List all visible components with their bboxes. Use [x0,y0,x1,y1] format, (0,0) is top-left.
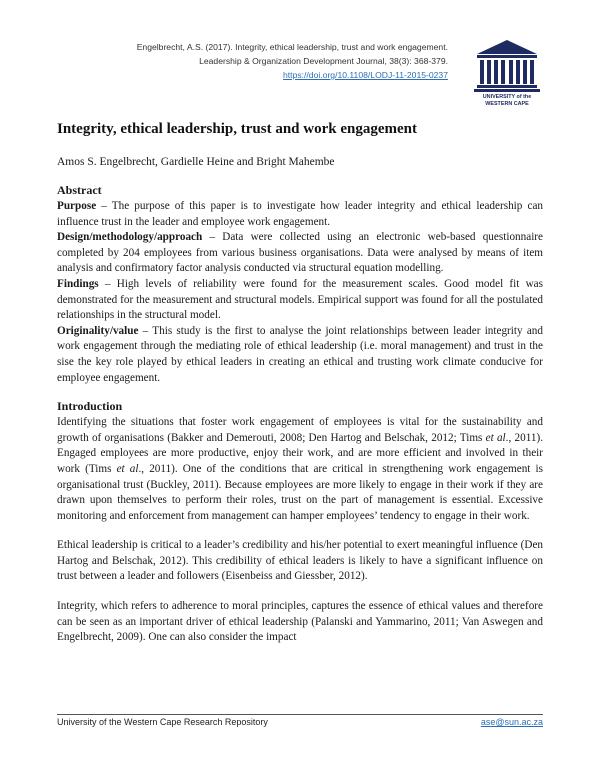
footer-divider [57,714,543,715]
purpose-text: – The purpose of this paper is to investigate how leader integrity and ethical leadership can influence trust in the leader and employee work engagement. [57,200,543,228]
abstract-purpose [57,199,543,230]
logo-name-line-1: UNIVERSITY of the [482,94,532,100]
abstract-section [57,182,543,386]
doi-link[interactable]: https://doi.org/10.1108/LODJ-11-2015-0237 [283,70,448,80]
intro-p1-text-c: ., 2011). Engaged employees are more productive, enjoy their work, and are more efficient and involved in their work (Tims [57,431,544,475]
university-logo [469,38,545,108]
intro-p1-text-e: ., 2011). One of the conditions that are critical in strengthening work engagement is organisational trust (Buckley, 2011). Because employees are more likely to engage in their work if they are drawn upon themselves to perform their roles, trust on the part of management is essential. Excessive monitoring and enforcement from management can hamper employees’ tendency to engage in their work. [57,462,543,522]
purpose-label: Purpose [57,200,97,212]
paper-title: Integrity, ethical leadership, trust and work engagement [57,121,417,137]
building-columns-icon [469,38,545,94]
abstract-design [57,230,543,277]
intro-paragraph-3: Integrity, which refers to adherence to moral principles, captures the essence of ethical values and therefore can be seen as an important driver of ethical leadership (Palanski and Yammarino, 2011; Van Aswegen and Engelbrecht, 2009). One can also consider the impact [57,600,543,644]
author-list: Amos S. Engelbrecht, Gardielle Heine and Bright Mahembe [57,156,335,168]
abstract-heading: Abstract [57,183,102,197]
citation-line-1: Engelbrecht, A.S. (2017). Integrity, ethical leadership, trust and work engagement. [136,42,448,52]
introduction-heading: Introduction [57,399,123,414]
intro-p1-etal-2: et al [116,462,139,475]
intro-p1-text-a: Identifying the situations that foster work engagement of employees is vital for the sustainability and growth of organisations (Bakker and Demerouti, 2008; Den Hartog and Belschak, 2012; Tims [57,416,543,444]
paper-body [57,118,543,646]
originality-text: – This study is the first to analyse the joint relationships between leader integrity and work engagement through the mediating role of ethical leadership (i.e. moral management) and trust in the sise the key role played by ethical leaders in creating an ethical and trusting work climate conducive for employee engagement. [57,324,543,384]
originality-label: Originality/value [57,324,139,337]
intro-p1-etal-1: et al [485,431,506,444]
citation-block [68,40,448,82]
footer-repository: University of the Western Cape Research Repository [57,717,268,727]
intro-paragraph-1 [57,415,543,524]
intro-paragraph-2: Ethical leadership is critical to a leader’s credibility and his/her potential to exert meaningful influence (Den Hartog and Belschak, 2012). This credibility of ethical leaders is likely to have a significant influence on trust between a leader and followers (Eisenbeiss and Giessber, 2012). [57,539,543,583]
design-text: – Data were collected using an electronic web-based questionnaire completed by 204 employees from various business organisations. Data were analysed by means of item analysis and confirmatory factor analysis conducted via structural equation modelling. [57,231,543,275]
citation-line-2: Leadership & Organization Development Journal, 38(3): 368-379. [199,56,448,66]
abstract-originality [57,324,543,386]
footer-email-link[interactable]: ase@sun.ac.za [480,717,543,727]
abstract-findings [57,277,543,324]
introduction-section [57,398,543,646]
logo-name-line-2: WESTERN CAPE [485,100,529,107]
findings-label: Findings [57,277,99,290]
findings-text: – High levels of reliability were found for the measurement scales. Good model fit was demonstrated for the measurement and structural models. Empirical support was found for all the postulated relationships in the structural model. [57,277,543,322]
design-label: Design/methodology/approach [57,231,203,244]
